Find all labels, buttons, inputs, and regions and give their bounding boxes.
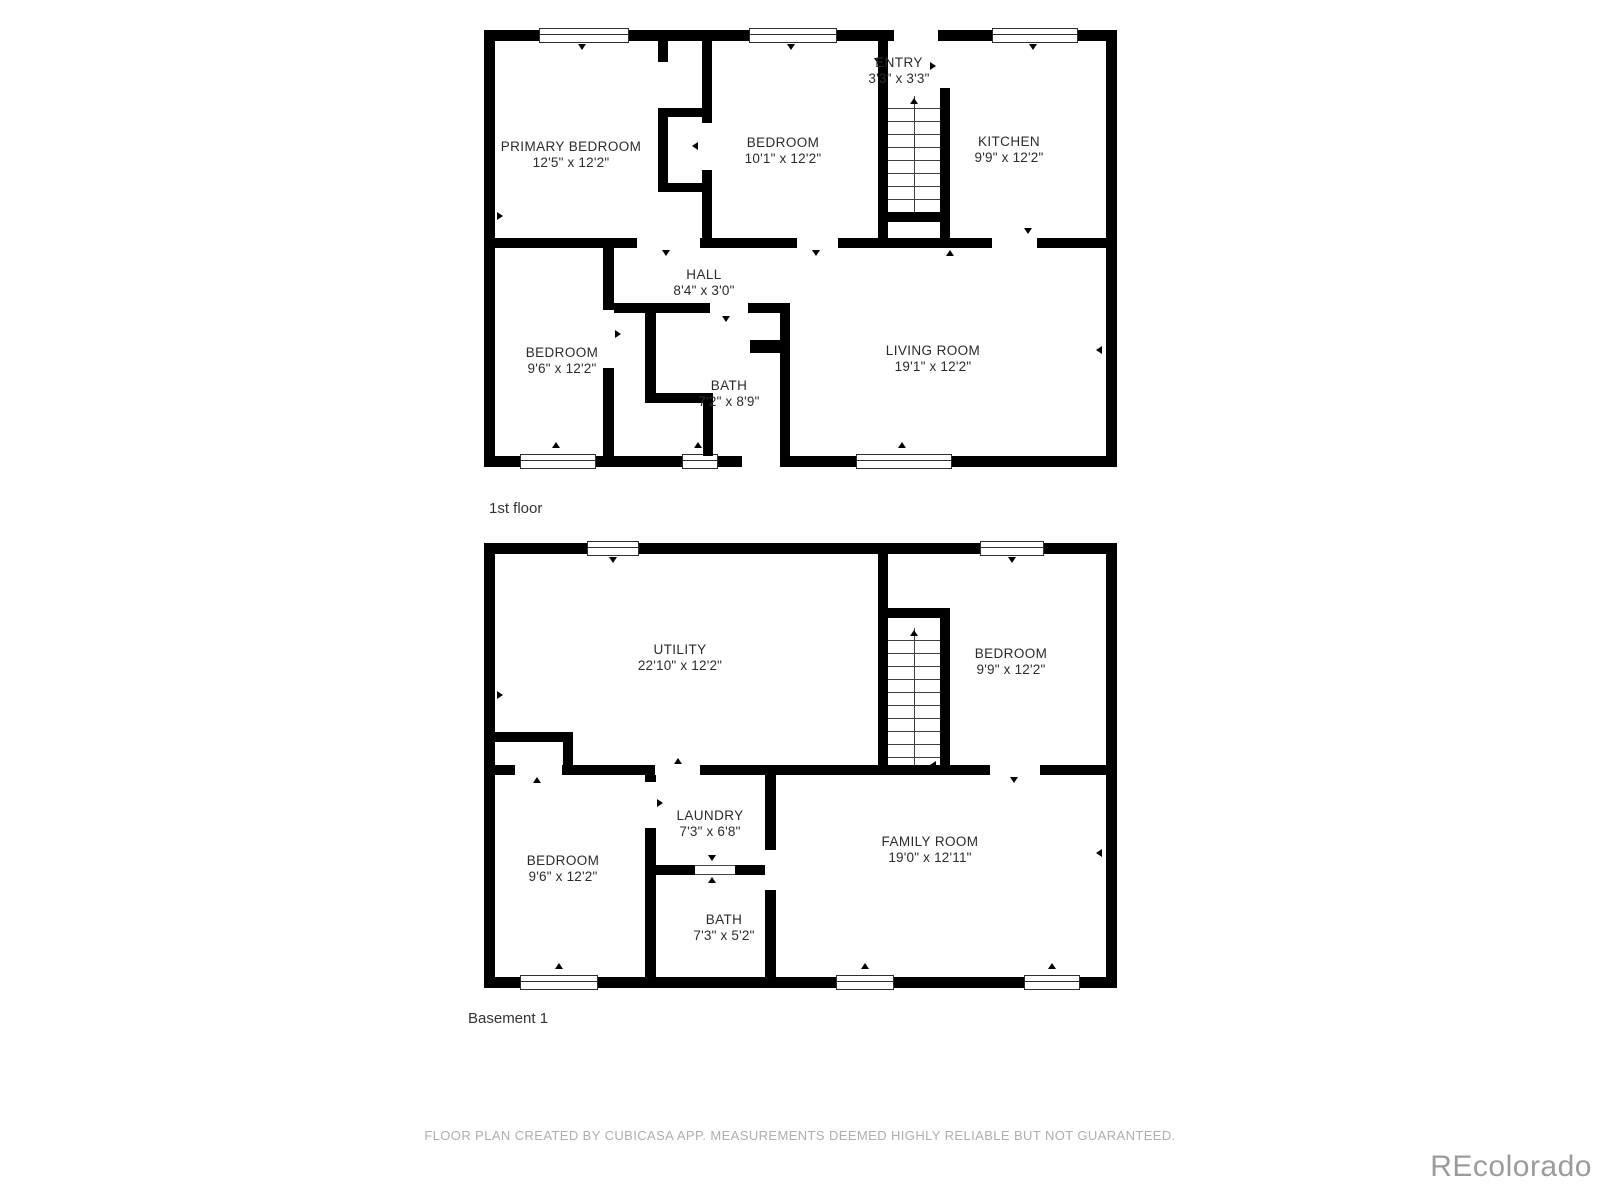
room-dims: 10'1" x 12'2"	[744, 151, 822, 166]
room-label-living-room	[886, 343, 980, 375]
wall	[878, 554, 888, 775]
marker-arrow	[1024, 228, 1032, 234]
room-name: BATH	[705, 912, 743, 927]
wall	[878, 212, 950, 222]
room-dims: 7'3" x 6'8"	[679, 824, 741, 839]
exterior-wall	[484, 30, 1117, 467]
room-dims: 19'0" x 12'11"	[888, 850, 972, 865]
room-dims: 7'3" x 5'2"	[693, 928, 755, 943]
staircase	[888, 628, 940, 765]
marker-arrow	[1010, 777, 1018, 783]
room-label-laundry	[676, 808, 743, 840]
wall	[878, 608, 950, 618]
marker-arrow	[609, 557, 617, 563]
room-dims: 12'5" x 12'2"	[532, 155, 610, 170]
marker-arrow	[812, 250, 820, 256]
window	[836, 975, 894, 990]
window	[980, 541, 1044, 556]
marker-arrow	[1048, 963, 1056, 969]
room-label-bedroom-2	[526, 345, 599, 377]
wall	[1037, 238, 1106, 248]
room-name: BEDROOM	[746, 135, 820, 150]
wall	[838, 238, 992, 248]
window	[520, 454, 596, 469]
marker-arrow	[674, 758, 682, 764]
wall	[495, 765, 515, 775]
wall	[702, 41, 712, 123]
staircase	[888, 96, 940, 212]
wall	[765, 890, 776, 977]
window	[539, 28, 629, 43]
marker-arrow	[861, 963, 869, 969]
wall	[656, 865, 695, 875]
footer-disclaimer: FLOOR PLAN CREATED BY CUBICASA APP. MEASUREMENTS DEEMED HIGHLY RELIABLE BUT NOT GUARANTEED.	[424, 1128, 1176, 1143]
watermark-recolorado: REcolorado	[1430, 1150, 1592, 1183]
room-label-utility	[638, 642, 722, 674]
marker-arrow	[552, 442, 560, 448]
room-name: BEDROOM	[974, 646, 1048, 661]
marker-arrow	[1008, 557, 1016, 563]
window	[856, 454, 952, 469]
room-label-bath	[698, 378, 759, 410]
marker-arrow	[708, 855, 716, 861]
room-dims: 22'10" x 12'2"	[637, 658, 723, 673]
window	[1024, 975, 1080, 990]
window	[587, 541, 639, 556]
wall	[563, 732, 573, 775]
marker-arrow	[692, 142, 698, 150]
window	[992, 28, 1078, 43]
room-dims: 9'9" x 12'2"	[974, 150, 1044, 165]
wall	[700, 238, 797, 248]
wall	[562, 765, 655, 775]
room-name: LIVING ROOM	[885, 343, 981, 358]
room-name: FAMILY ROOM	[881, 834, 979, 849]
wall	[780, 303, 790, 456]
cased-opening	[695, 865, 735, 875]
room-name: KITCHEN	[977, 134, 1041, 149]
room-name: BEDROOM	[525, 345, 599, 360]
room-label-family-room	[882, 834, 979, 866]
marker-arrow	[758, 865, 764, 873]
room-label-bath	[693, 912, 754, 944]
room-dims: 9'6" x 12'2"	[528, 869, 598, 884]
basement-plan	[484, 543, 1117, 988]
marker-arrow	[1096, 346, 1102, 354]
marker-arrow	[497, 691, 503, 699]
wall	[645, 313, 656, 393]
marker-arrow	[533, 777, 541, 783]
wall	[750, 340, 780, 353]
marker-arrow	[930, 761, 936, 769]
marker-arrow	[787, 44, 795, 50]
room-label-bedroom	[975, 646, 1048, 678]
wall	[940, 618, 950, 765]
wall	[495, 732, 573, 742]
wall	[603, 248, 614, 310]
window	[749, 28, 837, 43]
stair-rail-line	[914, 96, 915, 212]
room-dims: 7'2" x 8'9"	[698, 394, 760, 409]
room-label-bedroom-2	[527, 853, 600, 885]
stair-rail-line	[914, 628, 915, 765]
marker-arrow	[497, 212, 503, 220]
marker-arrow	[555, 963, 563, 969]
marker-arrow	[694, 442, 702, 448]
room-name: HALL	[686, 267, 722, 282]
wall	[703, 403, 713, 456]
room-dims: 19'1" x 12'2"	[894, 359, 972, 374]
rear-door-opening	[742, 456, 780, 467]
room-label-entry	[868, 55, 929, 87]
first-floor-plan	[484, 30, 1117, 467]
wall	[645, 828, 656, 977]
wall	[658, 108, 668, 192]
window	[682, 454, 718, 469]
marker-arrow	[898, 442, 906, 448]
room-label-bedroom	[745, 135, 822, 167]
marker-arrow	[1096, 849, 1102, 857]
marker-arrow	[946, 250, 954, 256]
wall	[1040, 765, 1106, 775]
marker-arrow	[615, 330, 621, 338]
stair-direction-arrow	[910, 98, 918, 104]
wall	[614, 303, 710, 313]
room-name: BATH	[710, 378, 748, 393]
room-label-kitchen	[975, 134, 1044, 166]
marker-arrow	[647, 374, 655, 380]
room-name: PRIMARY BEDROOM	[500, 139, 642, 154]
wall	[940, 88, 950, 248]
marker-arrow	[708, 877, 716, 883]
wall	[702, 170, 712, 248]
room-dims: 9'6" x 12'2"	[527, 361, 597, 376]
wall	[765, 775, 776, 850]
marker-arrow	[722, 316, 730, 322]
marker-arrow	[1029, 44, 1037, 50]
wall	[658, 41, 668, 62]
marker-arrow	[930, 62, 936, 70]
marker-arrow	[662, 250, 670, 256]
stair-direction-arrow	[910, 630, 918, 636]
wall	[495, 238, 637, 248]
wall	[603, 368, 614, 456]
room-name: BEDROOM	[526, 853, 600, 868]
room-label-primary-bedroom	[501, 139, 642, 171]
window	[520, 975, 598, 990]
wall	[700, 765, 990, 775]
room-dims: 8'4" x 3'0"	[673, 283, 735, 298]
floor-label-1st-floor: 1st floor	[489, 500, 543, 517]
room-label-hall	[673, 267, 734, 299]
entry-door-opening	[894, 30, 938, 41]
room-dims: 9'9" x 12'2"	[976, 662, 1046, 677]
room-name: ENTRY	[875, 55, 923, 70]
room-name: LAUNDRY	[676, 808, 744, 823]
marker-arrow	[578, 44, 586, 50]
wall	[645, 775, 656, 782]
marker-arrow	[657, 799, 663, 807]
room-dims: 3'3" x 3'3"	[868, 71, 930, 86]
room-name: UTILITY	[653, 642, 707, 657]
floor-label-basement: Basement 1	[468, 1010, 549, 1027]
